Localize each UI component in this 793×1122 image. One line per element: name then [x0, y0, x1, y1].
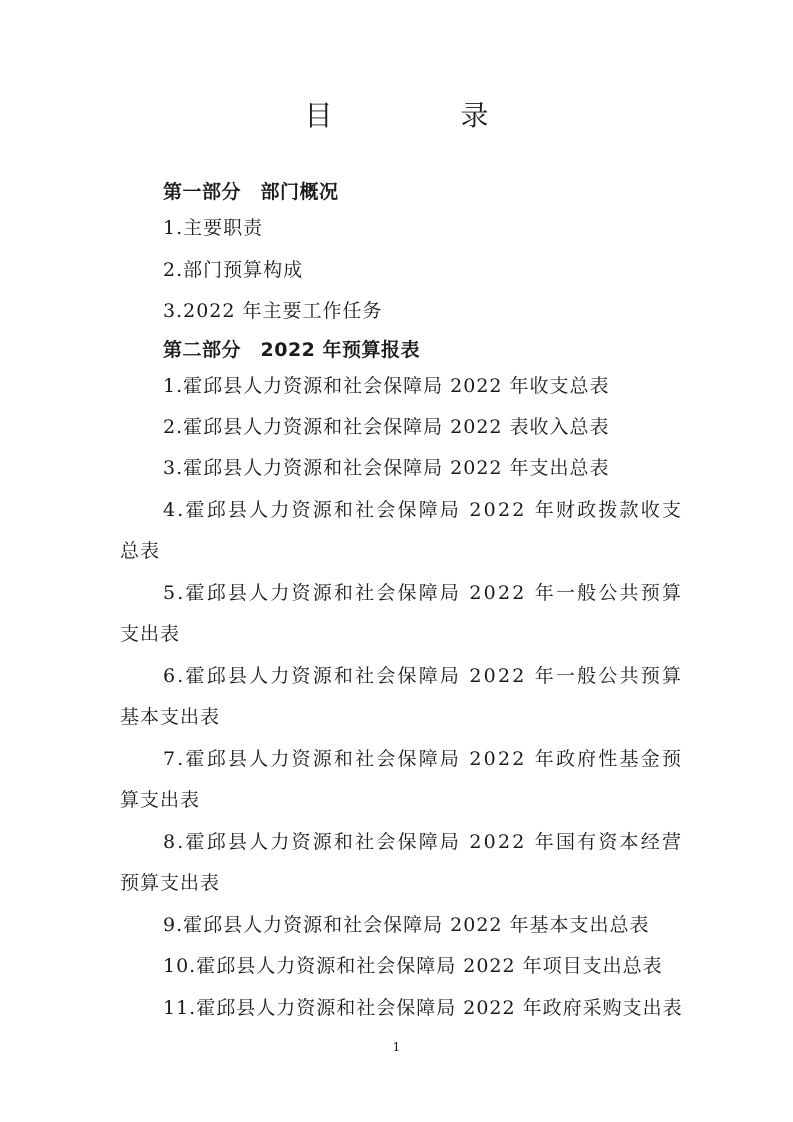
page-title: 目 录	[304, 99, 539, 132]
toc-item-1-3: 3.2022 年主要工作任务	[163, 300, 383, 322]
toc-item-2-6-cont: 基本支出表	[120, 706, 221, 728]
toc-item-2-5-cont: 支出表	[120, 623, 181, 645]
toc-item-2-6: 6.霍邱县人力资源和社会保障局 2022 年一般公共预算	[163, 665, 684, 687]
page-number: 1	[392, 1040, 401, 1054]
toc-item-1-2: 2.部门预算构成	[163, 259, 304, 281]
part2-heading: 第二部分 2022 年预算报表	[163, 339, 420, 361]
toc-item-2-7: 7.霍邱县人力资源和社会保障局 2022 年政府性基金预	[163, 748, 684, 770]
toc-item-2-7-cont: 算支出表	[120, 789, 201, 811]
toc-item-2-10: 10.霍邱县人力资源和社会保障局 2022 年项目支出总表	[163, 955, 663, 977]
toc-item-2-1: 1.霍邱县人力资源和社会保障局 2022 年收支总表	[163, 375, 610, 397]
toc-item-2-8: 8.霍邱县人力资源和社会保障局 2022 年国有资本经营	[163, 831, 684, 853]
toc-item-2-4-cont: 总表	[120, 540, 161, 562]
part1-heading: 第一部分 部门概况	[163, 181, 339, 203]
toc-item-2-11: 11.霍邱县人力资源和社会保障局 2022 年政府采购支出表	[163, 997, 683, 1019]
toc-item-2-2: 2.霍邱县人力资源和社会保障局 2022 表收入总表	[163, 416, 610, 438]
toc-item-2-9: 9.霍邱县人力资源和社会保障局 2022 年基本支出总表	[163, 914, 650, 936]
toc-item-2-8-cont: 预算支出表	[120, 872, 221, 894]
toc-item-2-5: 5.霍邱县人力资源和社会保障局 2022 年一般公共预算	[163, 582, 684, 604]
toc-item-1-1: 1.主要职责	[163, 217, 264, 239]
toc-item-2-3: 3.霍邱县人力资源和社会保障局 2022 年支出总表	[163, 457, 610, 479]
toc-item-2-4: 4.霍邱县人力资源和社会保障局 2022 年财政拨款收支	[163, 499, 684, 521]
